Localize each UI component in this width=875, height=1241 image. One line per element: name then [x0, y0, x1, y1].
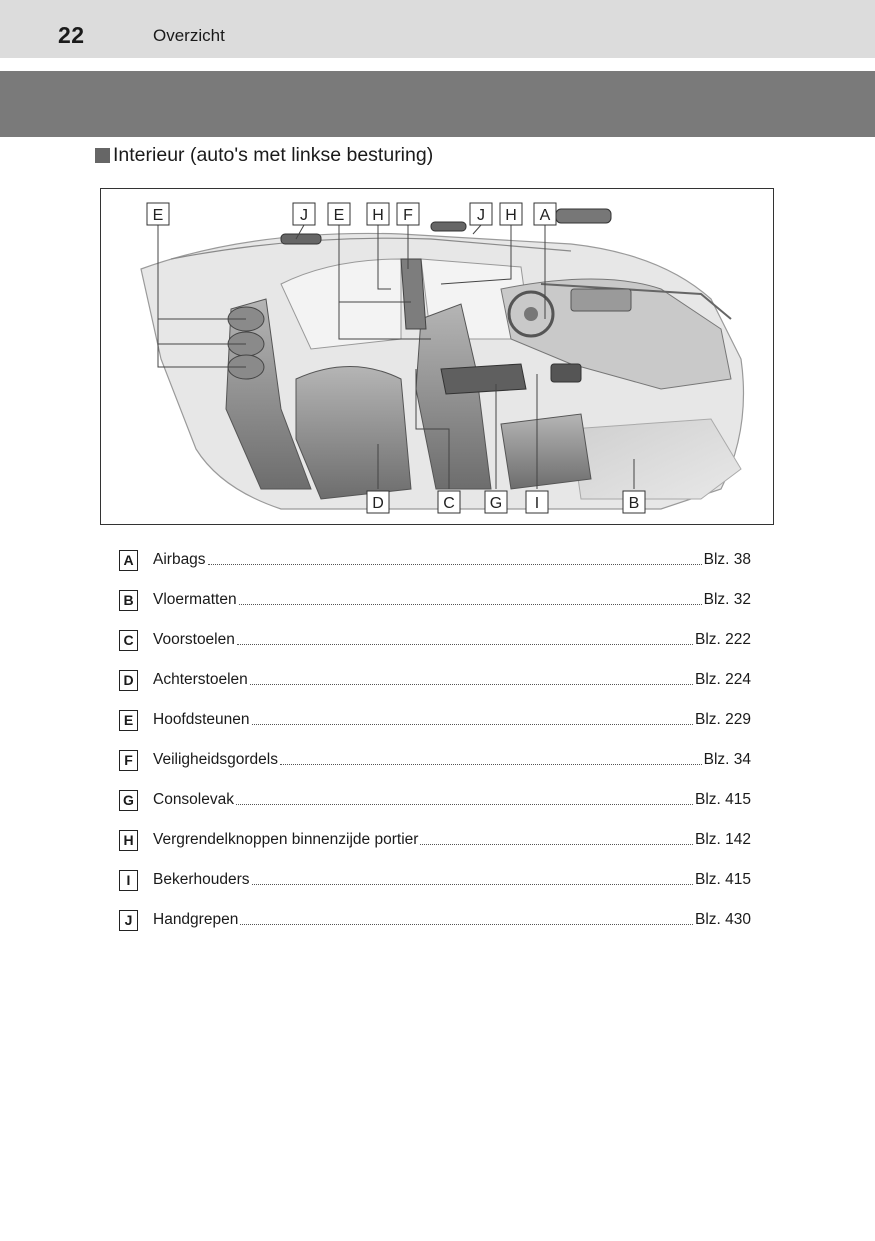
- callout-bottom-0: D: [372, 495, 384, 512]
- legend-name: Consolevak: [153, 791, 234, 808]
- callout-top-2: E: [333, 207, 345, 224]
- dot-leader: [252, 884, 693, 885]
- callout-top-3: H: [372, 207, 384, 224]
- page-number: 22: [58, 22, 85, 48]
- legend-item: [119, 660, 751, 700]
- callout-bottom-2: G: [489, 495, 503, 512]
- callout-top-6: H: [505, 207, 517, 224]
- dot-leader: [280, 764, 702, 765]
- legend-page-ref[interactable]: Blz. 415: [694, 871, 751, 888]
- section-heading-text: Interieur (auto's met linkse besturing): [113, 144, 434, 166]
- callout-top-7: A: [539, 207, 551, 224]
- legend-name: Veiligheidsgordels: [153, 751, 278, 768]
- page-header: [0, 0, 875, 58]
- square-bullet-icon: [95, 148, 110, 163]
- callout-bottom-1: C: [443, 495, 455, 512]
- dot-leader: [236, 804, 693, 805]
- chapter-title: Overzicht: [153, 26, 225, 45]
- legend-page-ref[interactable]: Blz. 229: [694, 711, 751, 728]
- callout-top-4: F: [403, 207, 413, 224]
- legend-letter: F: [119, 750, 138, 771]
- legend-item: [119, 780, 751, 820]
- callout-top-1: J: [300, 207, 308, 224]
- legend-letter: H: [119, 830, 138, 851]
- car-interior-drawing: [101, 189, 774, 525]
- legend-name: Achterstoelen: [153, 671, 248, 688]
- legend-letter: D: [119, 670, 138, 691]
- legend-item: [119, 540, 751, 580]
- legend-page-ref[interactable]: Blz. 142: [694, 831, 751, 848]
- legend-name: Vergrendelknoppen binnenzijde portier: [153, 831, 419, 848]
- legend-letter: J: [119, 910, 138, 931]
- legend-name: Voorstoelen: [153, 631, 235, 648]
- interior-illustration: [100, 188, 774, 525]
- section-band: [0, 71, 875, 137]
- callout-top-5: J: [477, 207, 485, 224]
- callout-top-0: E: [152, 207, 164, 224]
- legend-letter: A: [119, 550, 138, 571]
- dot-leader: [208, 564, 702, 565]
- legend-letter: G: [119, 790, 138, 811]
- legend-list: [119, 540, 751, 940]
- legend-item: [119, 620, 751, 660]
- dot-leader: [239, 604, 702, 605]
- legend-letter: E: [119, 710, 138, 731]
- legend-item: [119, 860, 751, 900]
- legend-item: [119, 700, 751, 740]
- legend-letter: C: [119, 630, 138, 651]
- callout-bottom-3: I: [534, 495, 540, 512]
- legend-page-ref[interactable]: Blz. 224: [694, 671, 751, 688]
- legend-name: Vloermatten: [153, 591, 237, 608]
- legend-letter: I: [119, 870, 138, 891]
- legend-item: [119, 740, 751, 780]
- legend-item: [119, 820, 751, 860]
- legend-name: Handgrepen: [153, 911, 239, 928]
- dot-leader: [240, 924, 693, 925]
- legend-item: [119, 900, 751, 940]
- dot-leader: [252, 724, 693, 725]
- legend-page-ref[interactable]: Blz. 32: [703, 591, 751, 608]
- legend-page-ref[interactable]: Blz. 415: [694, 791, 751, 808]
- legend-page-ref[interactable]: Blz. 222: [694, 631, 751, 648]
- section-heading: [95, 144, 433, 167]
- legend-name: Airbags: [153, 551, 206, 568]
- dot-leader: [237, 644, 693, 645]
- legend-name: Bekerhouders: [153, 871, 250, 888]
- legend-page-ref[interactable]: Blz. 38: [703, 551, 751, 568]
- legend-page-ref[interactable]: Blz. 430: [694, 911, 751, 928]
- dot-leader: [250, 684, 693, 685]
- callout-bottom-4: B: [628, 495, 640, 512]
- dot-leader: [420, 844, 693, 845]
- legend-page-ref[interactable]: Blz. 34: [703, 751, 751, 768]
- legend-letter: B: [119, 590, 138, 611]
- legend-name: Hoofdsteunen: [153, 711, 250, 728]
- top-callout-labels: [147, 203, 556, 225]
- legend-item: [119, 580, 751, 620]
